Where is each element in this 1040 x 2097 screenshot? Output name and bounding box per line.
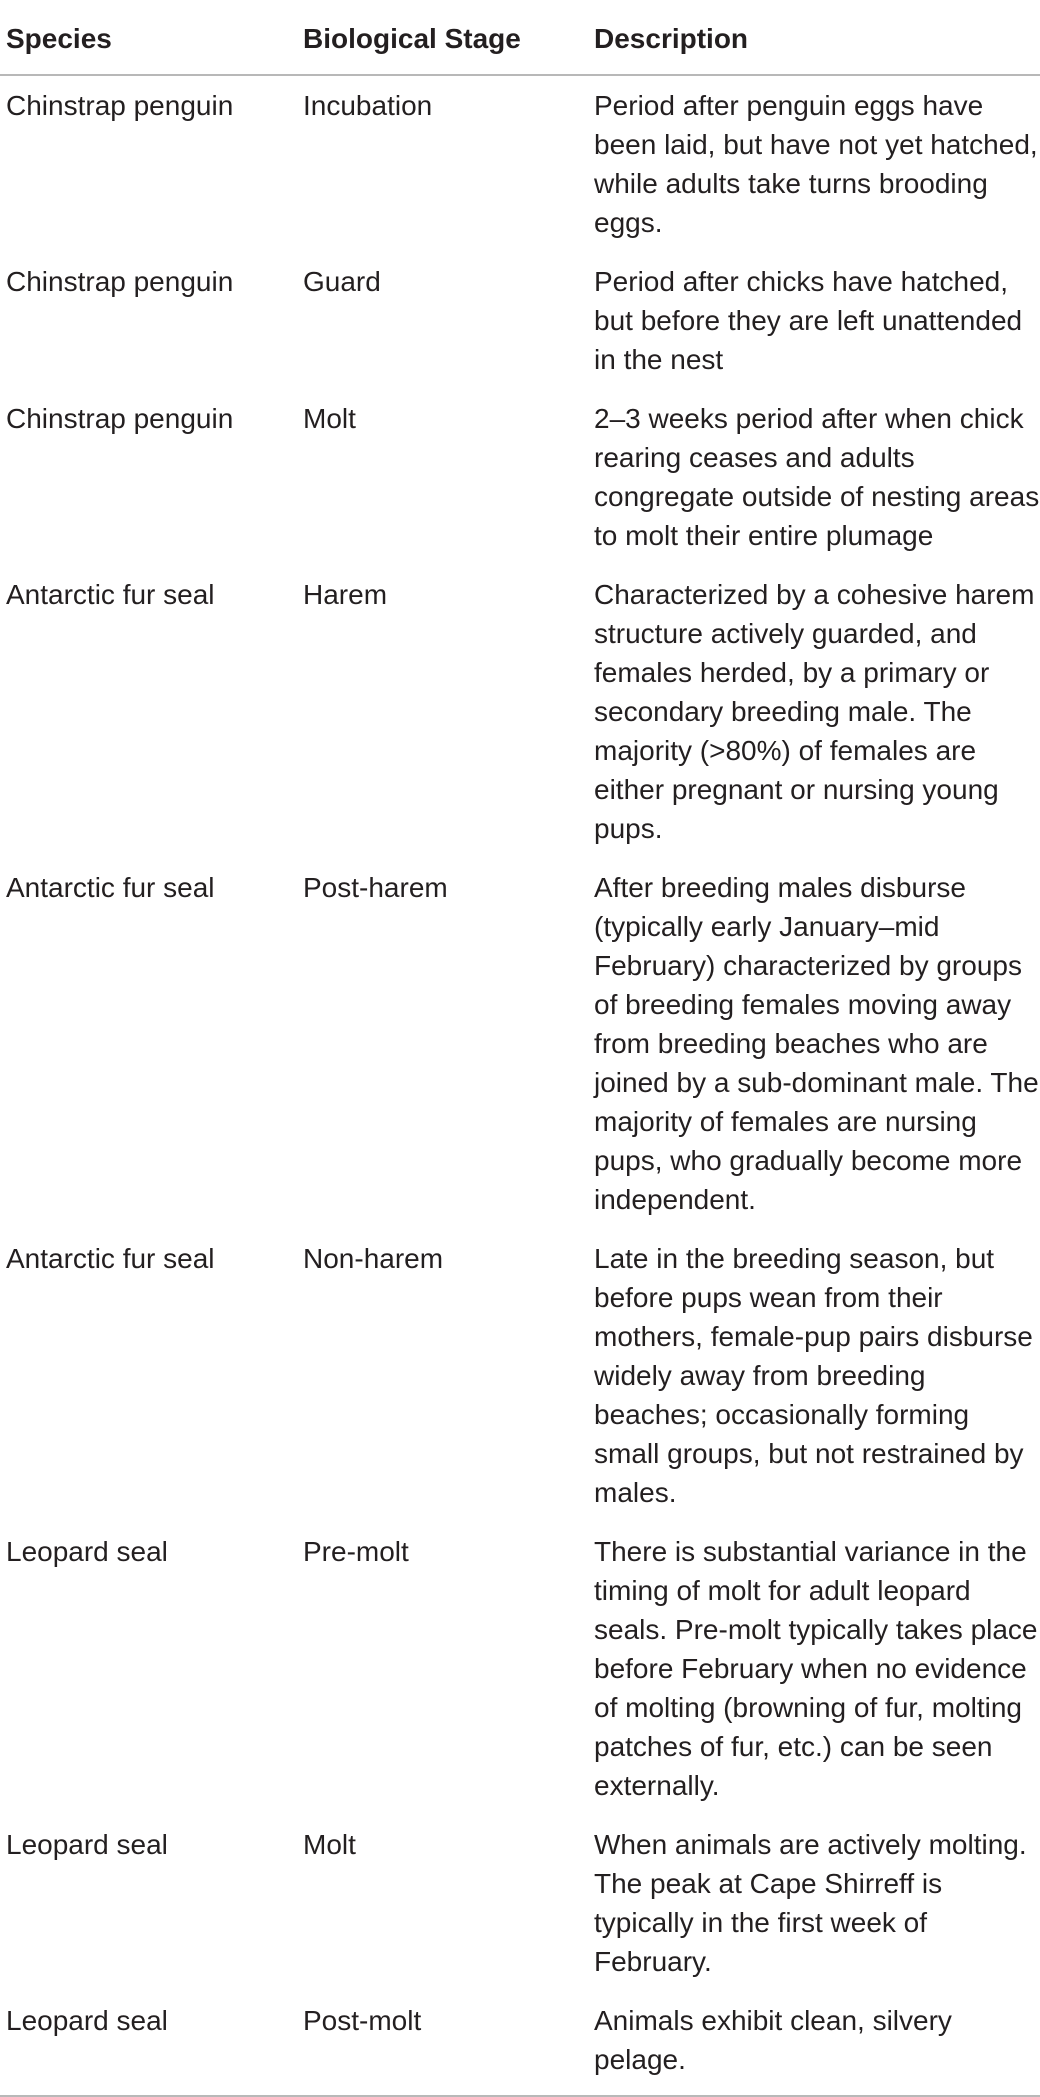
cell-species: Antarctic fur seal: [6, 1243, 215, 1274]
cell-stage: Incubation: [303, 90, 433, 121]
cell-species: Antarctic fur seal: [6, 579, 215, 610]
header-species: Species: [6, 23, 112, 54]
header-row: [0, 14, 1040, 75]
table-row: [0, 1991, 1040, 2095]
cell-description: After breeding males disburse (typically early January–mid February) characterized by groups of breeding females moving away from breeding beaches who are joined by a sub-dominant male. The majority of females are nursing pups, who gradually become more independent.: [594, 872, 1039, 1215]
cell-species: Chinstrap penguin: [6, 266, 234, 297]
table-row: [0, 858, 1040, 1229]
cell-stage: Pre-molt: [303, 1536, 409, 1567]
cell-species: Chinstrap penguin: [6, 403, 234, 434]
cell-description: Period after penguin eggs have been laid, but have not yet hatched, while adults take turns brooding eggs.: [594, 90, 1038, 238]
cell-description: Period after chicks have hatched, but before they are left unattended in the nest: [594, 266, 1023, 375]
cell-species: Chinstrap penguin: [6, 90, 234, 121]
cell-stage: Post-harem: [303, 872, 448, 903]
cell-stage: Molt: [303, 403, 356, 434]
cell-species: Leopard seal: [6, 1829, 168, 1860]
header-biological-stage: Biological Stage: [303, 23, 521, 54]
cell-description: Characterized by a cohesive harem structure actively guarded, and females herded, by a primary or secondary breeding male. The majority (>80%) of females are either pregnant or nursing young pups.: [594, 579, 1035, 844]
table-row: [0, 252, 1040, 389]
biological-stage-table: [0, 14, 1040, 2095]
cell-species: Leopard seal: [6, 1536, 168, 1567]
table-row: [0, 1229, 1040, 1522]
cell-stage: Non-harem: [303, 1243, 444, 1274]
cell-description: There is substantial variance in the timing of molt for adult leopard seals. Pre-molt typically takes place before February when no evidence of molting (browning of fur, molting patches of fur, etc.) can be seen externally.: [594, 1536, 1038, 1801]
cell-description: When animals are actively molting. The peak at Cape Shirreff is typically in the first week of February.: [594, 1829, 1027, 1977]
cell-species: Leopard seal: [6, 2005, 168, 2036]
table-header: [0, 14, 1040, 75]
cell-stage: Guard: [303, 266, 381, 297]
cell-description: 2–3 weeks period after when chick rearing ceases and adults congregate outside of nesting areas to molt their entire plumage: [594, 403, 1040, 551]
table-row: [0, 389, 1040, 565]
table-row: [0, 1522, 1040, 1815]
cell-species: Antarctic fur seal: [6, 872, 215, 903]
cell-description: Animals exhibit clean, silvery pelage.: [594, 2005, 952, 2075]
cell-stage: Harem: [303, 579, 388, 610]
header-description: Description: [594, 23, 749, 54]
table-row: [0, 1815, 1040, 1991]
cell-stage: Molt: [303, 1829, 356, 1860]
table-row: [0, 75, 1040, 252]
cell-stage: Post-molt: [303, 2005, 422, 2036]
table-row: [0, 565, 1040, 858]
cell-description: Late in the breeding season, but before pups wean from their mothers, female-pup pairs disburse widely away from breeding beaches; occasionally forming small groups, but not restrained by males.: [594, 1243, 1033, 1508]
table-body: [0, 75, 1040, 2095]
